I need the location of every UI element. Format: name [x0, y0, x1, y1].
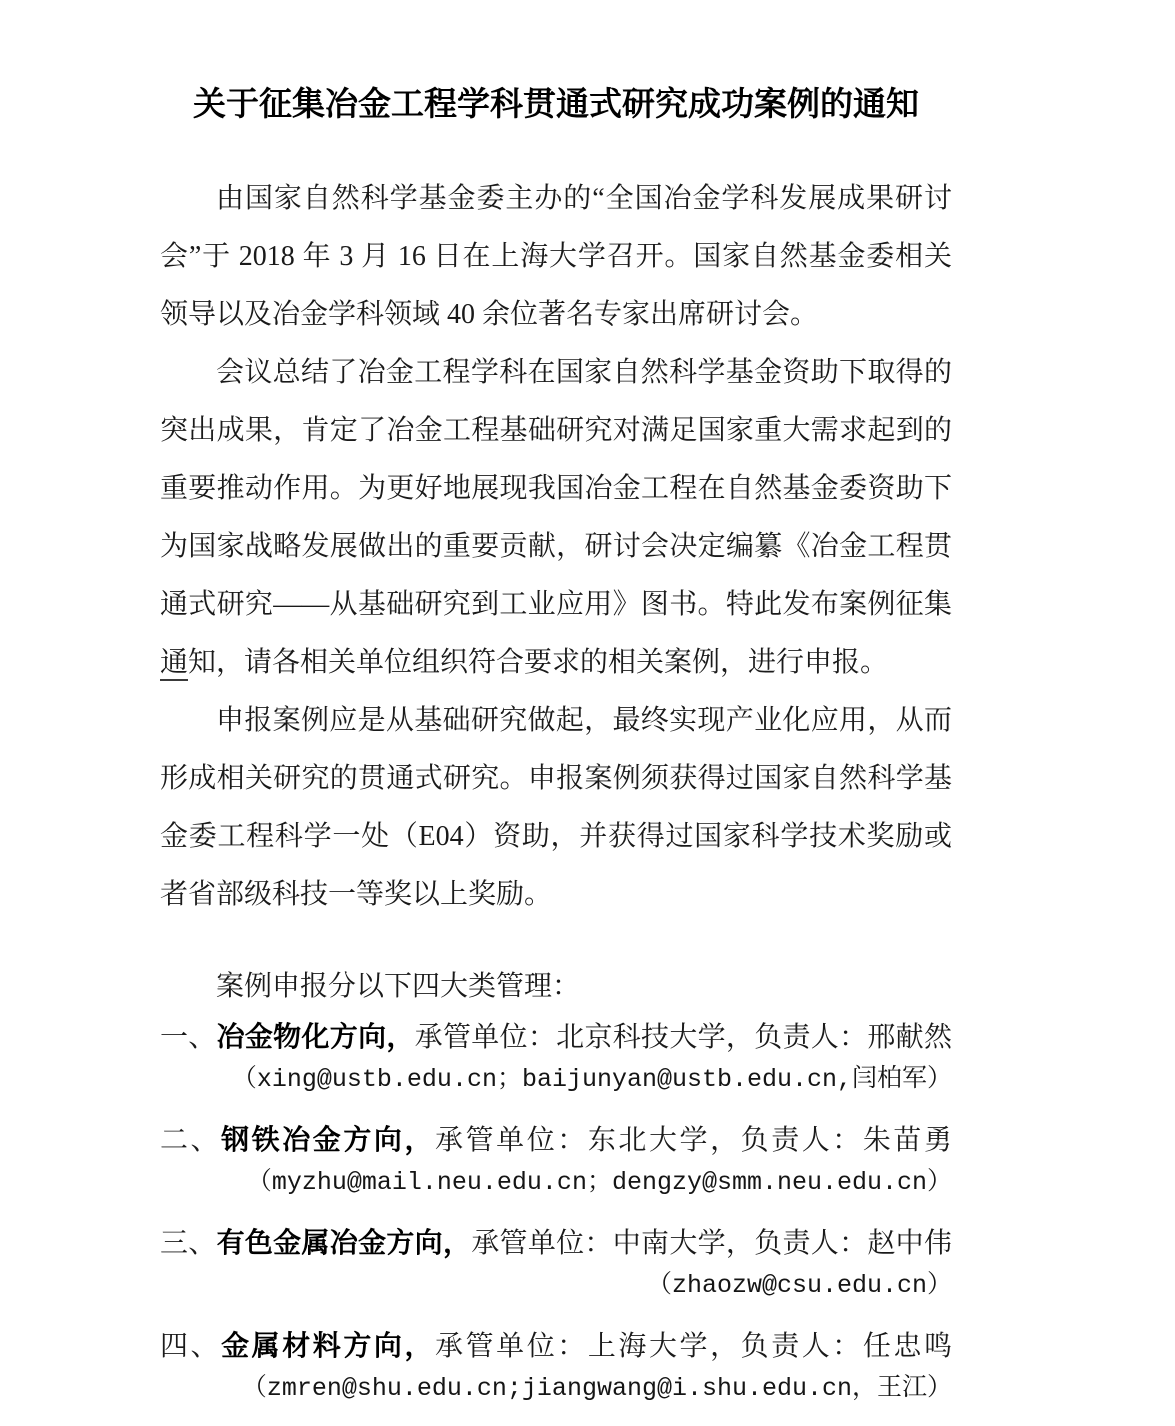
category-contact-emails: （xing@ustb.edu.cn；baijunyan@ustb.edu.cn,闫柏军）: [231, 1065, 952, 1094]
document-body: [160, 170, 952, 1409]
category-number: 二、: [160, 1125, 222, 1156]
category-direction: 有色金属冶金方向，: [216, 1227, 472, 1258]
paragraph-meeting-summary: [160, 344, 952, 692]
category-line: [160, 1119, 952, 1162]
paragraph-application-requirements: 申报案例应是从基础研究做起，最终实现产业化应用，从而形成相关研究的贯通式研究。申报案例须获得过国家自然科学基金委工程科学一处（E04）资助，并获得过国家科学技术奖励或者省部级科技一等奖以上奖励。: [160, 705, 952, 910]
category-line: [160, 1325, 952, 1368]
category-item-4: [160, 1325, 952, 1409]
category-list: [160, 1016, 952, 1409]
document-title: 关于征集冶金工程学科贯通式研究成功案例的通知: [193, 85, 919, 122]
category-number: 一、: [160, 1022, 217, 1053]
category-line: [160, 1222, 952, 1265]
category-intro-line: 案例申报分以下四大类管理：: [216, 971, 581, 1002]
paragraph-segment: 知，请各相关单位组织符合要求的相关案例，进行申报。: [188, 647, 889, 678]
category-detail: 承管单位：中南大学，负责人：赵中伟: [471, 1228, 952, 1259]
paragraph-segment: 会议总结了冶金工程学科在国家自然科学基金资助下取得的突出成果，肯定了冶金工程基础研究对满足国家重大需求起到的重要推动作用。为更好地展现我国冶金工程在自然基金委资助下为国家战略发展做出的重要贡献，研讨会决定编纂《冶金工程贯通式研究——从基础研究到工业应用》图书。特此发布案例征集: [160, 357, 952, 620]
category-contact-emails: （zhaozw@csu.edu.cn）: [646, 1271, 952, 1300]
category-detail: 承管单位：上海大学，负责人：任忠鸣: [435, 1331, 952, 1362]
category-number: 四、: [160, 1331, 222, 1362]
category-number: 三、: [160, 1228, 217, 1259]
category-direction: 金属材料方向，: [221, 1330, 436, 1361]
paragraph-meeting-held: 由国家自然科学基金委主办的“全国冶金学科发展成果研讨会”于 2018 年 3 月 16 日在上海大学召开。国家自然基金委相关领导以及冶金学科领域 40 余位著名专家出席研讨会。: [160, 183, 952, 330]
document-content: [160, 0, 952, 1426]
category-detail: 承管单位：北京科技大学，负责人：邢献然: [414, 1022, 952, 1053]
category-item-3: [160, 1222, 952, 1306]
category-contact-emails: （myzhu@mail.neu.edu.cn；dengzy@smm.neu.edu.cn）: [246, 1168, 952, 1197]
category-item-1: [160, 1016, 952, 1100]
category-direction: 钢铁冶金方向，: [221, 1124, 436, 1155]
category-direction: 冶金物化方向，: [216, 1021, 415, 1052]
category-contact-emails: （zmren@shu.edu.cn;jiangwang@i.shu.edu.cn，王江）: [241, 1374, 952, 1403]
category-detail: 承管单位：东北大学，负责人：朱苗勇: [435, 1125, 952, 1156]
category-line: [160, 1016, 952, 1059]
category-item-2: [160, 1119, 952, 1203]
underlined-character: 通: [160, 647, 188, 681]
